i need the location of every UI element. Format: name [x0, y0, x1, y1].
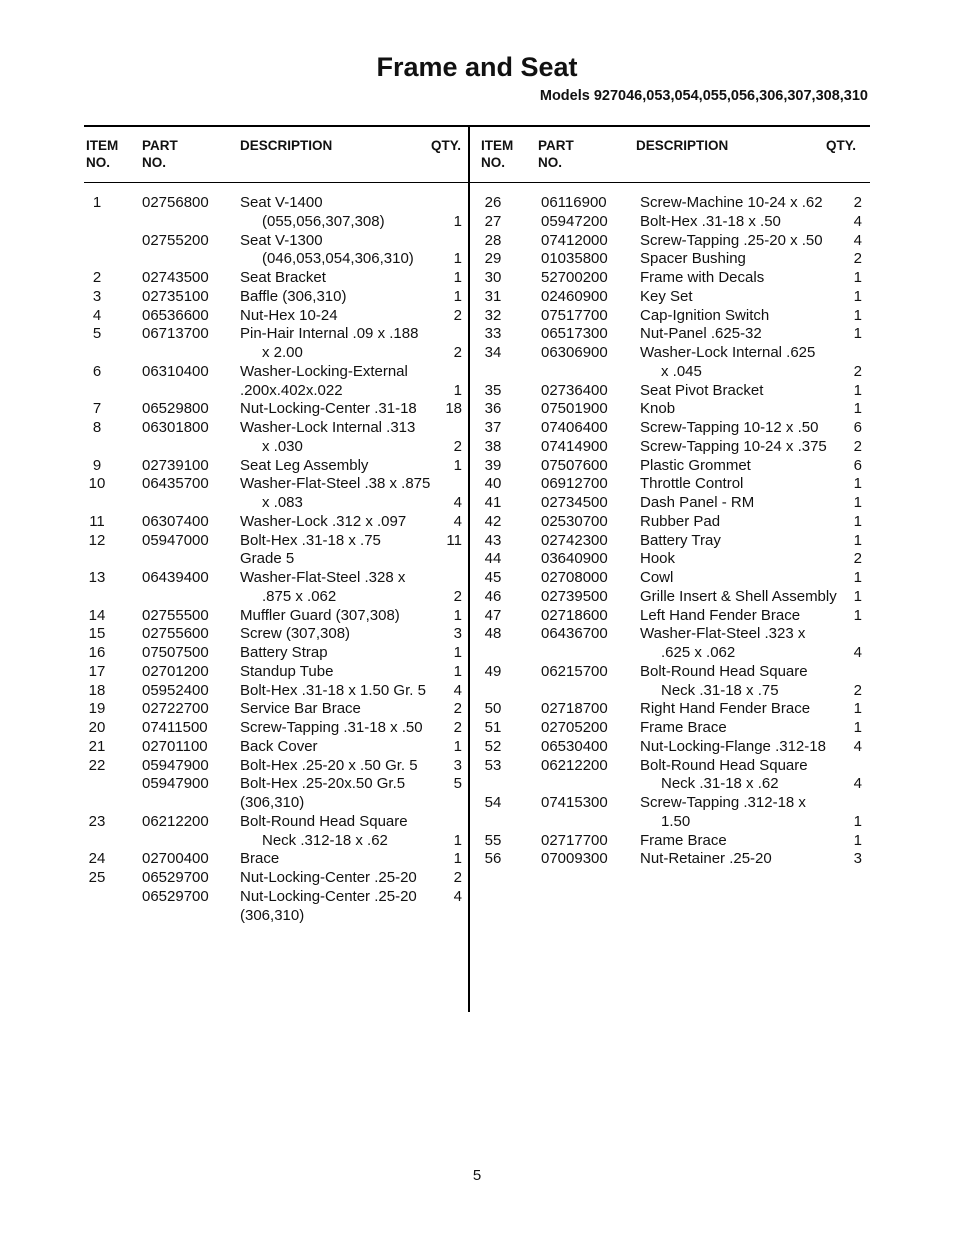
part-cell: 02734500 [541, 494, 608, 511]
description-cell: Key Set [640, 287, 693, 305]
description-cell: Back Cover [240, 737, 318, 755]
part-cell: 06310400 [142, 362, 209, 380]
item-cell: 30 [484, 269, 502, 286]
qty-cell: 1 [453, 662, 462, 680]
part-cell: 06517300 [541, 325, 608, 343]
header-rule [84, 182, 870, 183]
description-cell: Washer-Locking-External [240, 362, 408, 380]
models-line: Models 927046,053,054,055,056,306,307,308,310 [539, 88, 868, 104]
description-cell: Nut-Locking-Flange .312-18 [640, 737, 826, 755]
qty-cell: 2 [853, 194, 862, 211]
part-cell: 02460900 [541, 287, 608, 305]
qty-cell: 2 [853, 550, 862, 568]
item-cell: 20 [88, 719, 106, 736]
qty-cell: 2 [453, 869, 462, 886]
item-cell: 43 [484, 531, 502, 549]
description-cell: Neck .312-18 x .62 [262, 831, 388, 849]
part-cell: 05947000 [142, 531, 209, 549]
left-qty-header: QTY. [431, 138, 462, 153]
left-item-header [86, 137, 118, 171]
description-cell: Nut-Locking-Center .25-20 [240, 869, 417, 886]
description-cell: Baffle (306,310) [240, 287, 347, 305]
qty-cell: 2 [853, 362, 862, 380]
part-cell: 02756800 [142, 194, 209, 211]
item-cell: 4 [92, 306, 102, 324]
qty-cell: 4 [853, 737, 862, 755]
qty-cell: 2 [853, 437, 862, 455]
description-cell: Knob [640, 400, 676, 418]
part-cell: 07415300 [541, 794, 608, 811]
item-cell: 13 [88, 569, 106, 586]
right-part-header [538, 137, 574, 171]
qty-cell: 4 [453, 512, 462, 530]
part-cell: 02755500 [142, 606, 209, 624]
qty-cell: 5 [453, 775, 462, 793]
part-cell: 02701200 [142, 662, 209, 680]
description-cell: .200x.402x.022 [240, 381, 343, 399]
description-cell: Dash Panel - RM [640, 494, 755, 511]
part-cell: 05947900 [142, 756, 209, 774]
description-cell: Muffler Guard (307,308) [240, 606, 400, 624]
part-cell: 05947900 [142, 775, 209, 793]
qty-cell: 1 [853, 287, 862, 305]
part-cell: 02755200 [142, 231, 209, 249]
part-cell: 07507600 [541, 456, 608, 474]
description-cell: Pin-Hair Internal .09 x .188 [240, 325, 419, 343]
description-cell: .875 x .062 [262, 587, 337, 605]
description-cell: Service Bar Brace [240, 700, 361, 718]
page-number: 5 [472, 1167, 482, 1184]
right-item-header-line2: NO. [481, 155, 506, 170]
left-part-header [142, 137, 178, 171]
part-cell: 02700400 [142, 850, 209, 868]
right-qty-header: QTY. [826, 138, 857, 153]
item-cell: 24 [88, 850, 106, 868]
description-cell: x .030 [262, 437, 303, 455]
description-cell: .625 x .062 [661, 644, 736, 661]
right-item-header [481, 137, 513, 171]
description-cell: Cap-Ignition Switch [640, 306, 770, 324]
part-cell: 02708000 [541, 569, 608, 586]
item-cell: 36 [484, 400, 502, 418]
item-cell: 15 [88, 625, 106, 643]
part-cell: 02530700 [541, 512, 608, 530]
left-item-header-line1: ITEM [86, 138, 119, 153]
part-cell: 06529700 [142, 869, 209, 886]
qty-cell: 1 [453, 287, 462, 305]
item-cell: 32 [484, 306, 502, 324]
description-cell: Left Hand Fender Brace [640, 606, 801, 624]
item-cell: 51 [484, 719, 502, 736]
item-cell: 16 [88, 644, 106, 661]
description-cell: Bolt-Hex .25-20 x .50 Gr. 5 [240, 756, 418, 774]
part-cell: 02735100 [142, 287, 209, 305]
qty-cell: 1 [853, 381, 862, 399]
qty-cell: 1 [453, 250, 462, 268]
qty-cell: 1 [453, 606, 462, 624]
part-cell: 02705200 [541, 719, 608, 736]
description-cell: (306,310) [240, 794, 305, 811]
part-cell: 06436700 [541, 625, 608, 643]
item-cell: 33 [484, 325, 502, 343]
description-cell: (055,056,307,308) [262, 212, 385, 230]
item-cell: 10 [88, 475, 106, 493]
part-cell: 02755600 [142, 625, 209, 643]
qty-cell: 1 [853, 269, 862, 286]
qty-cell: 2 [453, 587, 462, 605]
item-cell: 9 [92, 456, 102, 474]
description-cell: Nut-Locking-Center .25-20 [240, 887, 417, 905]
description-cell: x 2.00 [262, 344, 303, 361]
qty-cell: 1 [853, 569, 862, 586]
part-cell: 06301800 [142, 419, 209, 436]
qty-cell: 4 [453, 681, 462, 699]
qty-cell: 18 [445, 400, 462, 418]
qty-cell: 1 [453, 381, 462, 399]
item-cell: 52 [484, 737, 502, 755]
part-cell: 06530400 [541, 737, 608, 755]
item-cell: 28 [484, 231, 502, 249]
part-cell: 06536600 [142, 306, 209, 324]
description-cell: Hook [640, 550, 676, 568]
description-cell: Washer-Flat-Steel .323 x [640, 625, 806, 643]
item-cell: 47 [484, 606, 502, 624]
qty-cell: 3 [453, 625, 462, 643]
part-cell: 06713700 [142, 325, 209, 343]
description-cell: Screw-Tapping .31-18 x .50 [240, 719, 423, 736]
part-cell: 52700200 [541, 269, 608, 286]
part-cell: 07414900 [541, 437, 608, 455]
qty-cell: 1 [853, 475, 862, 493]
description-cell: Bolt-Hex .31-18 x 1.50 Gr. 5 [240, 681, 426, 699]
qty-cell: 2 [853, 250, 862, 268]
item-cell: 54 [484, 794, 502, 811]
description-cell: Seat Bracket [240, 269, 326, 286]
item-cell: 37 [484, 419, 502, 436]
qty-cell: 2 [453, 344, 462, 361]
item-cell: 17 [88, 662, 106, 680]
part-cell: 07009300 [541, 850, 608, 868]
part-cell: 01035800 [541, 250, 608, 268]
description-cell: Seat V-1400 [240, 194, 323, 211]
item-cell: 29 [484, 250, 502, 268]
left-part-header-line2: NO. [142, 155, 167, 170]
item-cell: 39 [484, 456, 502, 474]
description-cell: (046,053,054,306,310) [262, 250, 414, 268]
description-cell: (306,310) [240, 906, 305, 924]
description-cell: Washer-Lock Internal .313 [240, 419, 416, 436]
item-cell: 35 [484, 381, 502, 399]
part-cell: 02718700 [541, 700, 608, 718]
part-cell: 05952400 [142, 681, 209, 699]
qty-cell: 2 [453, 719, 462, 736]
item-cell: 25 [88, 869, 106, 886]
qty-cell: 3 [853, 850, 862, 868]
part-cell: 02722700 [142, 700, 209, 718]
qty-cell: 1 [453, 737, 462, 755]
right-description-header: DESCRIPTION [636, 138, 729, 153]
qty-cell: 1 [853, 531, 862, 549]
part-cell: 02743500 [142, 269, 209, 286]
part-cell: 06215700 [541, 662, 608, 680]
description-cell: Grade 5 [240, 550, 295, 568]
item-cell: 7 [92, 400, 102, 418]
part-cell: 02742300 [541, 531, 608, 549]
qty-cell: 1 [853, 306, 862, 324]
description-cell: Standup Tube [240, 662, 334, 680]
description-cell: Bolt-Hex .31-18 x .50 [640, 212, 781, 230]
item-cell: 49 [484, 662, 502, 680]
part-cell: 02736400 [541, 381, 608, 399]
qty-cell: 4 [453, 887, 462, 905]
top-rule [84, 125, 870, 127]
description-cell: Washer-Lock Internal .625 [640, 344, 816, 361]
description-cell: Battery Tray [640, 531, 721, 549]
item-cell: 1 [92, 194, 102, 211]
description-cell: Grille Insert & Shell Assembly [640, 587, 837, 605]
part-cell: 06529700 [142, 887, 209, 905]
left-item-header-line2: NO. [86, 155, 111, 170]
qty-cell: 1 [853, 494, 862, 511]
qty-cell: 4 [853, 644, 862, 661]
part-cell: 07406400 [541, 419, 608, 436]
left-part-header-line1: PART [142, 138, 178, 153]
qty-cell: 1 [853, 719, 862, 736]
description-cell: Spacer Bushing [640, 250, 746, 268]
item-cell: 5 [92, 325, 102, 343]
part-cell: 02739100 [142, 456, 209, 474]
part-cell: 06435700 [142, 475, 209, 493]
part-cell: 02717700 [541, 831, 608, 849]
item-cell: 44 [484, 550, 502, 568]
qty-cell: 4 [453, 494, 462, 511]
qty-cell: 1 [853, 831, 862, 849]
description-cell: Bolt-Round Head Square [240, 812, 408, 830]
description-cell: Nut-Locking-Center .31-18 [240, 400, 417, 418]
description-cell: Screw (307,308) [240, 625, 351, 643]
item-cell: 40 [484, 475, 502, 493]
column-divider [468, 126, 470, 1012]
item-cell: 19 [88, 700, 106, 718]
item-cell: 45 [484, 569, 502, 586]
part-cell: 07411500 [142, 719, 208, 736]
item-cell: 27 [484, 212, 502, 230]
description-cell: Rubber Pad [640, 512, 721, 530]
part-cell: 06307400 [142, 512, 209, 530]
qty-cell: 11 [446, 531, 462, 549]
part-cell: 07507500 [142, 644, 209, 661]
item-cell: 46 [484, 587, 502, 605]
qty-cell: 4 [853, 775, 862, 793]
description-cell: Plastic Grommet [640, 456, 751, 474]
item-cell: 23 [88, 812, 106, 830]
part-cell: 02701100 [142, 737, 208, 755]
part-cell: 03640900 [541, 550, 608, 568]
part-cell: 06116900 [541, 194, 607, 211]
qty-cell: 1 [453, 850, 462, 868]
part-cell: 06439400 [142, 569, 209, 586]
qty-cell: 6 [853, 456, 862, 474]
qty-cell: 4 [853, 212, 862, 230]
qty-cell: 2 [853, 681, 862, 699]
item-cell: 8 [92, 419, 102, 436]
description-cell: Frame Brace [640, 719, 727, 736]
item-cell: 53 [484, 756, 502, 774]
item-cell: 12 [88, 531, 106, 549]
description-cell: Washer-Lock .312 x .097 [240, 512, 407, 530]
right-item-header-line1: ITEM [481, 138, 514, 153]
part-cell: 07517700 [541, 306, 608, 324]
item-cell: 22 [88, 756, 106, 774]
part-cell: 06529800 [142, 400, 209, 418]
part-cell: 05947200 [541, 212, 608, 230]
qty-cell: 1 [453, 456, 462, 474]
description-cell: Bolt-Round Head Square [640, 756, 808, 774]
description-cell: Battery Strap [240, 644, 328, 661]
description-cell: Screw-Tapping .25-20 x .50 [640, 231, 823, 249]
qty-cell: 6 [853, 419, 862, 436]
item-cell: 50 [484, 700, 502, 718]
description-cell: Bolt-Hex .31-18 x .75 [240, 531, 381, 549]
item-cell: 41 [484, 494, 502, 511]
item-cell: 14 [88, 606, 106, 624]
description-cell: Frame with Decals [640, 269, 765, 286]
qty-cell: 2 [453, 700, 462, 718]
item-cell: 55 [484, 831, 502, 849]
qty-cell: 4 [853, 231, 862, 249]
description-cell: Screw-Machine 10-24 x .62 [640, 194, 823, 211]
part-cell: 02718600 [541, 606, 608, 624]
qty-cell: 1 [453, 212, 462, 230]
qty-cell: 3 [453, 756, 462, 774]
qty-cell: 1 [853, 512, 862, 530]
right-part-header-line1: PART [538, 138, 574, 153]
description-cell: Washer-Flat-Steel .328 x [240, 569, 406, 586]
description-cell: Bolt-Round Head Square [640, 662, 808, 680]
description-cell: Neck .31-18 x .62 [661, 775, 779, 793]
item-cell: 2 [92, 269, 102, 286]
right-part-header-line2: NO. [538, 155, 563, 170]
page-title: Frame and Seat [376, 52, 578, 82]
description-cell: Screw-Tapping 10-12 x .50 [640, 419, 819, 436]
description-cell: Screw-Tapping .312-18 x [640, 794, 806, 811]
qty-cell: 1 [853, 325, 862, 343]
item-cell: 11 [89, 512, 105, 530]
item-cell: 21 [88, 737, 106, 755]
item-cell: 3 [92, 287, 102, 305]
description-cell: Right Hand Fender Brace [640, 700, 811, 718]
item-cell: 26 [484, 194, 502, 211]
qty-cell: 1 [453, 269, 462, 286]
qty-cell: 1 [853, 606, 862, 624]
description-cell: Frame Brace [640, 831, 727, 849]
description-cell: Neck .31-18 x .75 [661, 681, 779, 699]
part-cell: 06212200 [142, 812, 209, 830]
description-cell: Nut-Hex 10-24 [240, 306, 338, 324]
qty-cell: 1 [853, 812, 862, 830]
description-cell: Nut-Retainer .25-20 [640, 850, 772, 868]
item-cell: 38 [484, 437, 502, 455]
qty-cell: 1 [453, 831, 462, 849]
item-cell: 48 [484, 625, 502, 643]
item-cell: 56 [484, 850, 502, 868]
left-description-header: DESCRIPTION [240, 138, 333, 153]
description-cell: x .045 [661, 362, 702, 380]
description-cell: Throttle Control [640, 475, 744, 493]
qty-cell: 2 [453, 437, 462, 455]
description-cell: Screw-Tapping 10-24 x .375 [640, 437, 827, 455]
qty-cell: 1 [453, 644, 462, 661]
description-cell: Seat V-1300 [240, 231, 323, 249]
qty-cell: 1 [853, 400, 862, 418]
part-cell: 06212200 [541, 756, 608, 774]
part-cell: 07501900 [541, 400, 608, 418]
description-cell: Washer-Flat-Steel .38 x .875 [240, 475, 431, 493]
description-cell: Brace [240, 850, 280, 868]
qty-cell: 1 [853, 587, 862, 605]
description-cell: x .083 [262, 494, 303, 511]
item-cell: 34 [484, 344, 502, 361]
item-cell: 18 [88, 681, 106, 699]
part-cell: 06912700 [541, 475, 608, 493]
item-cell: 42 [484, 512, 502, 530]
description-cell: Nut-Panel .625-32 [640, 325, 762, 343]
part-cell: 07412000 [541, 231, 608, 249]
description-cell: Seat Pivot Bracket [640, 381, 764, 399]
description-cell: Bolt-Hex .25-20x.50 Gr.5 [240, 775, 406, 793]
item-cell: 6 [92, 362, 102, 380]
qty-cell: 1 [853, 700, 862, 718]
part-cell: 02739500 [541, 587, 608, 605]
part-cell: 06306900 [541, 344, 608, 361]
description-cell: Seat Leg Assembly [240, 456, 369, 474]
qty-cell: 2 [453, 306, 462, 324]
item-cell: 31 [484, 287, 502, 305]
description-cell: Cowl [640, 569, 674, 586]
description-cell: 1.50 [661, 812, 691, 830]
